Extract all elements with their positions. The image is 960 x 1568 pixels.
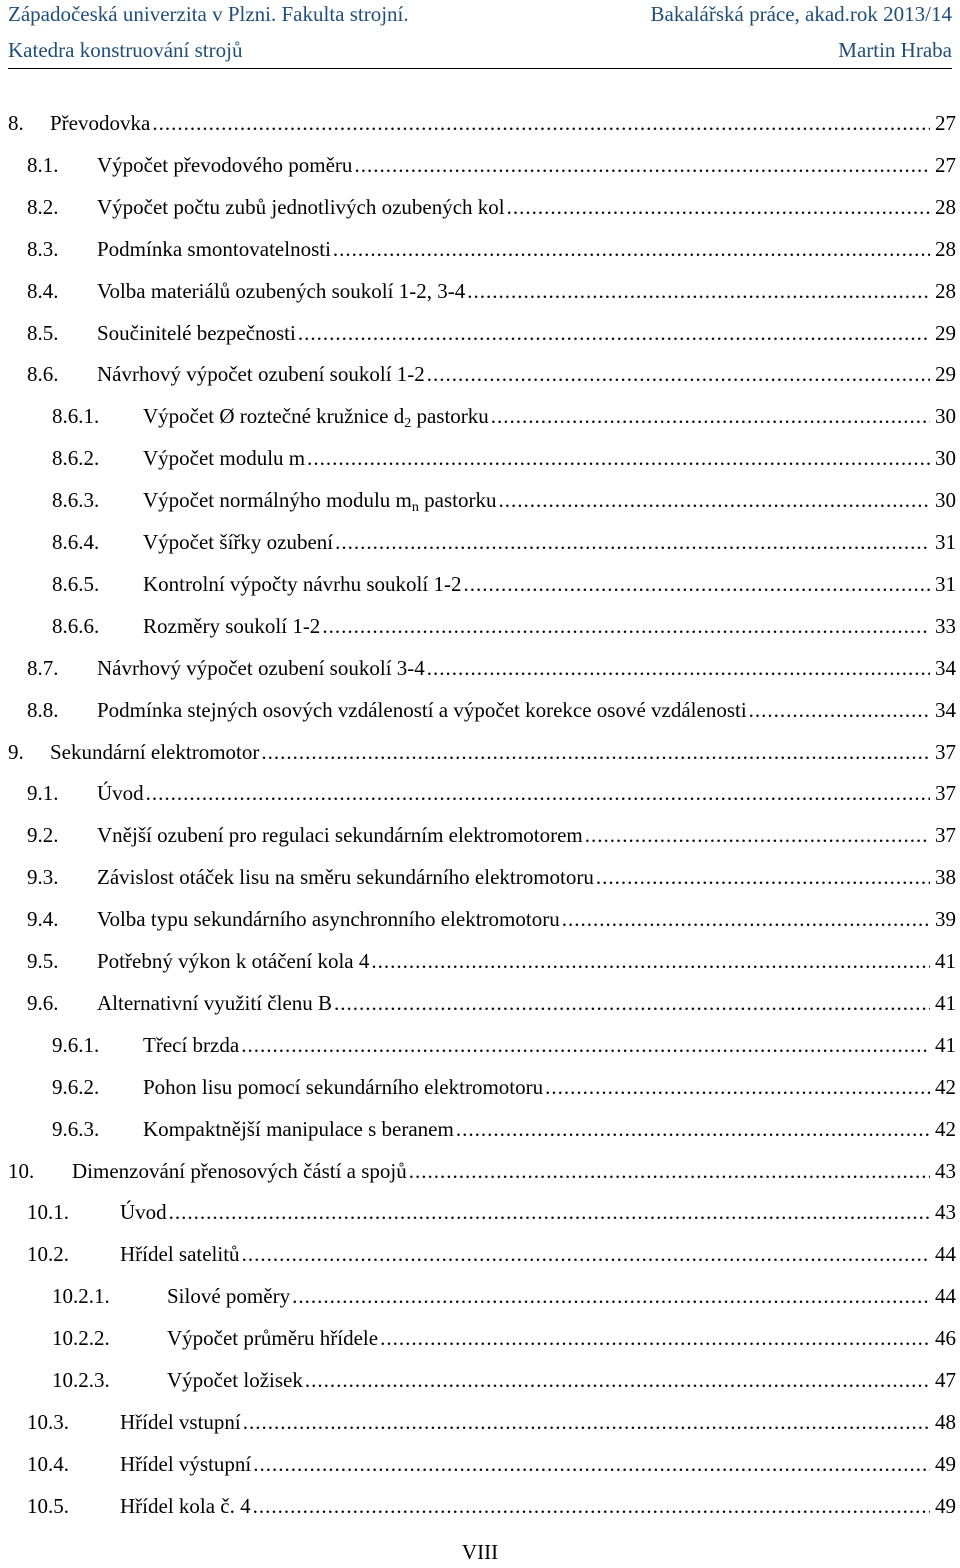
toc-dot-leader (354, 144, 930, 186)
toc-dot-leader (292, 1275, 930, 1317)
header-university: Západočeská univerzita v Plzni. Fakulta strojní. (8, 2, 409, 26)
toc-entry-body (143, 1024, 956, 1066)
toc-entry-number: 9.6. (27, 990, 59, 1015)
toc-entry-page: 34 (935, 655, 956, 680)
toc-entry-title (97, 689, 747, 731)
toc-entry-page: 37 (935, 823, 956, 848)
toc-entry-page: 28 (935, 278, 956, 303)
toc-dot-leader (498, 479, 930, 521)
toc-entry-subscript: n (411, 500, 419, 516)
toc-entry-title (97, 353, 425, 395)
toc-dot-leader (491, 395, 930, 437)
page-number: VIII (461, 1540, 499, 1564)
toc-entry-page: 48 (935, 1409, 956, 1434)
toc-entry[interactable] (0, 1066, 960, 1108)
toc-entry-page: 30 (935, 446, 956, 471)
toc-entry-title (143, 563, 461, 605)
toc-dot-leader (307, 437, 930, 479)
toc-entry-number: 10.2.2. (52, 1326, 110, 1351)
toc-entry-page: 27 (935, 111, 956, 135)
toc-entry-page: 28 (935, 194, 956, 219)
toc-entry-number: 8.3. (27, 236, 59, 261)
toc-entry-body (97, 898, 956, 940)
toc-entry-body (143, 437, 956, 479)
toc-entry-title-text: Potřebný výkon k otáčení kola 4 (97, 949, 370, 973)
toc-entry-title-suffix: pastorku (418, 488, 497, 513)
toc-entry-title-text: Hřídel vstupní (120, 1409, 241, 1434)
toc-entry[interactable] (0, 312, 960, 354)
toc-entry-title (97, 228, 331, 270)
toc-entry-title (143, 1024, 239, 1066)
toc-entry-body (167, 1359, 956, 1401)
toc-entry-title-text: Třecí brzda (143, 1032, 240, 1057)
toc-entry[interactable] (0, 563, 960, 605)
header-rule (8, 68, 952, 69)
toc-entry-title (167, 1275, 290, 1317)
toc-entry-body (72, 1150, 956, 1192)
toc-entry-page: 47 (935, 1368, 956, 1392)
toc-entry-page: 30 (935, 488, 956, 513)
toc-entry-title-text: Hřídel výstupní (120, 1451, 252, 1476)
toc-entry-body (97, 772, 956, 814)
toc-entry-body (97, 689, 956, 731)
toc-dot-leader (467, 270, 930, 312)
toc-entry-title-text: Návrhový výpočet ozubení soukolí 1-2 (97, 362, 425, 387)
toc-entry-number: 9.6.2. (52, 1074, 100, 1099)
toc-entry-number: 8.6.5. (52, 571, 100, 596)
toc-entry-page: 42 (935, 1116, 956, 1141)
toc-entry-number: 8.8. (27, 697, 59, 722)
toc-entry-number: 10.2.1. (52, 1284, 110, 1309)
toc-entry-title-text: Hřídel kola č. 4 (120, 1493, 251, 1518)
toc-entry-title (120, 1401, 241, 1443)
toc-entry-number: 10.3. (27, 1409, 69, 1434)
toc-entry-title (143, 1066, 543, 1108)
toc-entry-body (97, 228, 956, 270)
toc-entry[interactable] (0, 940, 960, 982)
toc-entry-number: 8. (8, 111, 24, 135)
toc-dot-leader (585, 814, 930, 856)
toc-entry[interactable] (0, 228, 960, 270)
toc-entry[interactable] (0, 1443, 960, 1485)
toc-entry-body (97, 353, 956, 395)
toc-entry-body (120, 1443, 956, 1485)
toc-entry-title-text: Alternativní využití členu B (97, 990, 333, 1015)
toc-entry-number: 8.1. (27, 152, 59, 177)
toc-entry-body (97, 144, 956, 186)
toc-entry-title-suffix: pastorku (411, 404, 489, 429)
toc-dot-leader (545, 1066, 930, 1108)
toc-entry-number: 8.6.2. (52, 446, 100, 471)
toc-entry-body (143, 1108, 956, 1150)
toc-entry[interactable] (0, 1191, 960, 1233)
toc-entry[interactable] (0, 1317, 960, 1359)
toc-entry-title (97, 312, 296, 354)
toc-entry[interactable] (0, 270, 960, 312)
toc-entry-body (143, 563, 956, 605)
toc-dot-leader (380, 1317, 930, 1359)
toc-entry-page: 29 (935, 320, 956, 345)
toc-dot-leader (243, 1401, 930, 1443)
toc-entry-number: 10.2.3. (52, 1368, 110, 1392)
toc-entry-title (120, 1485, 251, 1527)
toc-entry-title (97, 814, 583, 856)
toc-entry-number: 8.6.3. (52, 488, 100, 513)
toc-entry-title-text: Výpočet modulu m (143, 446, 306, 471)
toc-entry-title-text: Rozměry soukolí 1-2 (143, 613, 321, 638)
toc-entry[interactable] (0, 647, 960, 689)
toc-entry-page: 49 (935, 1493, 956, 1518)
toc-entry-title-text: Výpočet Ø roztečné kružnice d (143, 404, 405, 429)
toc-entry-body (120, 1233, 956, 1275)
toc-entry-title-text: Pohon lisu pomocí sekundárního elektromotoru (143, 1074, 544, 1099)
toc-entry-title-text: Převodovka (50, 111, 151, 135)
toc-entry[interactable] (0, 437, 960, 479)
toc-dot-leader (253, 1443, 930, 1485)
toc-entry[interactable] (0, 1024, 960, 1066)
toc-entry-title-text: Podmínka stejných osových vzdáleností a výpočet korekce osové vzdálenosti (97, 697, 747, 722)
toc-dot-leader (242, 1233, 930, 1275)
toc-dot-leader (749, 689, 930, 731)
toc-entry-title (97, 856, 594, 898)
toc-entry-number: 10.1. (27, 1200, 69, 1225)
toc-entry-page: 34 (935, 697, 956, 722)
toc-dot-leader (409, 1150, 930, 1192)
toc-entry-number: 9.6.3. (52, 1116, 100, 1141)
toc-entry-number: 10. (8, 1158, 35, 1183)
toc-entry-body (120, 1401, 956, 1443)
toc-entry-body (97, 940, 956, 982)
toc-entry[interactable] (0, 353, 960, 395)
toc-entry-title (167, 1317, 378, 1359)
toc-entry-body (97, 312, 956, 354)
toc-entry[interactable] (0, 102, 960, 144)
toc-entry-page: 38 (935, 865, 956, 890)
toc-dot-leader (322, 605, 930, 647)
toc-entry-page: 42 (935, 1074, 956, 1099)
toc-entry-body (143, 1066, 956, 1108)
toc-entry[interactable] (0, 479, 960, 521)
toc-entry-number: 9.5. (27, 949, 59, 973)
toc-entry-number: 10.5. (27, 1493, 69, 1518)
toc-entry-body (167, 1317, 956, 1359)
toc-entry-number: 8.4. (27, 278, 59, 303)
toc-entry-page: 31 (935, 571, 956, 596)
toc-entry-title-text: Návrhový výpočet ozubení soukolí 3-4 (97, 655, 425, 680)
toc-entry-page: 37 (935, 781, 956, 806)
toc-entry-body (97, 982, 956, 1024)
toc-entry-body (50, 731, 956, 773)
toc-entry[interactable] (0, 1485, 960, 1527)
toc-entry[interactable] (0, 144, 960, 186)
toc-entry-page: 41 (935, 1032, 956, 1057)
toc-entry-title (97, 270, 465, 312)
toc-entry-body (97, 814, 956, 856)
toc-entry-title (167, 1359, 303, 1401)
toc-entry-title-text: Kompaktnější manipulace s beranem (143, 1116, 454, 1141)
toc-entry-page: 39 (935, 907, 956, 932)
toc-entry-number: 8.5. (27, 320, 59, 345)
toc-entry[interactable] (0, 521, 960, 563)
header-thesis: Bakalářská práce, akad.rok 2013/14 (650, 2, 952, 26)
toc-entry[interactable] (0, 395, 960, 437)
toc-entry-title-text: Sekundární elektromotor (50, 739, 260, 764)
toc-entry-title-text: Výpočet převodového poměru (97, 152, 353, 177)
toc-entry-title (97, 940, 369, 982)
toc-dot-leader (146, 772, 930, 814)
toc-entry-page: 46 (935, 1326, 956, 1351)
toc-entry-title (97, 898, 560, 940)
toc-entry-body (97, 856, 956, 898)
header-author: Martin Hraba (838, 38, 952, 62)
toc-entry-title (97, 772, 144, 814)
toc-entry-body (143, 521, 956, 563)
toc-entry-number: 8.6. (27, 362, 59, 387)
toc-dot-leader (298, 312, 930, 354)
toc-entry-number: 9.2. (27, 823, 59, 848)
toc-entry-page: 33 (935, 613, 956, 638)
toc-entry-number: 9.6.1. (52, 1032, 100, 1057)
toc-entry-title (72, 1150, 407, 1192)
toc-entry-title (143, 521, 333, 563)
toc-entry-number: 10.4. (27, 1451, 69, 1476)
toc-entry-title (120, 1191, 167, 1233)
toc-entry-body (120, 1485, 956, 1527)
toc-dot-leader (371, 940, 930, 982)
toc-dot-leader (305, 1359, 930, 1401)
toc-entry-page: 31 (935, 530, 956, 554)
toc-entry-title-text: Výpočet průměru hřídele (167, 1326, 379, 1351)
toc-entry-page: 28 (935, 236, 956, 261)
toc-entry-title-text: Součinitelé bezpečnosti (97, 320, 296, 345)
toc-entry-body (97, 647, 956, 689)
toc-dot-leader (427, 353, 930, 395)
toc-entry-title-text: Výpočet ložisek (167, 1368, 303, 1392)
toc-dot-leader (253, 1485, 930, 1527)
toc-entry[interactable] (0, 1359, 960, 1401)
toc-dot-leader (596, 856, 930, 898)
toc-entry[interactable] (0, 814, 960, 856)
toc-entry-title (50, 102, 150, 144)
toc-dot-leader (456, 1108, 930, 1150)
toc-entry-title-text: Hřídel satelitů (120, 1242, 240, 1267)
toc-dot-leader (507, 186, 930, 228)
toc-dot-leader (333, 228, 930, 270)
toc-entry[interactable] (0, 689, 960, 731)
toc-entry[interactable] (0, 856, 960, 898)
toc-entry-title (120, 1443, 251, 1485)
toc-entry-title-text: Dimenzování přenosových částí a spojů (72, 1158, 407, 1183)
toc-entry-body (97, 186, 956, 228)
toc-dot-leader (169, 1191, 930, 1233)
toc-entry-body (143, 605, 956, 647)
toc-entry-title-text: Kontrolní výpočty návrhu soukolí 1-2 (143, 571, 462, 596)
toc-entry-title (143, 1108, 454, 1150)
toc-entry-title-text: Úvod (120, 1200, 167, 1225)
toc-entry-number: 8.7. (27, 655, 59, 680)
toc-entry[interactable] (0, 1150, 960, 1192)
toc-entry-body (50, 102, 956, 144)
toc-entry-page: 37 (935, 739, 956, 764)
toc-entry-body (167, 1275, 956, 1317)
toc-entry-subscript: 2 (404, 416, 412, 432)
toc-entry-number: 8.6.6. (52, 613, 100, 638)
toc-entry-title-text: Výpočet normálnýho modulu m (143, 488, 412, 513)
toc-entry[interactable] (0, 1233, 960, 1275)
toc-entry[interactable] (0, 1108, 960, 1150)
toc-entry-title (97, 647, 425, 689)
toc-dot-leader (463, 563, 930, 605)
toc-entry-title-text: Volba typu sekundárního asynchronního elektromotoru (97, 907, 560, 932)
toc-entry[interactable] (0, 772, 960, 814)
toc-entry-page: 44 (935, 1242, 956, 1267)
toc-entry-body (97, 270, 956, 312)
toc-dot-leader (241, 1024, 930, 1066)
toc-entry-title (97, 982, 332, 1024)
toc-entry[interactable] (0, 186, 960, 228)
toc-entry-title (97, 144, 352, 186)
toc-entry-title (120, 1233, 240, 1275)
toc-dot-leader (152, 102, 930, 144)
toc-entry-title (143, 605, 320, 647)
toc-dot-leader (335, 521, 930, 563)
toc-entry-title-text: Volba materiálů ozubených soukolí 1-2, 3-4 (97, 278, 466, 303)
toc-entry-title-text: Výpočet šířky ozubení (143, 530, 334, 554)
toc-entry-title (143, 437, 305, 479)
toc-entry[interactable] (0, 982, 960, 1024)
toc-entry[interactable] (0, 1401, 960, 1443)
toc-entry-number: 10.2. (27, 1242, 69, 1267)
header-department: Katedra konstruování strojů (8, 38, 243, 62)
toc-entry-body (120, 1191, 956, 1233)
toc-entry-number: 9.3. (27, 865, 59, 890)
toc-entry-page: 41 (935, 990, 956, 1015)
toc-entry-title-text: Závislost otáček lisu na směru sekundárního elektromotoru (97, 865, 594, 890)
toc-entry-page: 30 (935, 404, 956, 429)
toc-entry-page: 41 (935, 949, 956, 973)
toc-entry-page: 43 (935, 1158, 956, 1183)
toc-entry[interactable] (0, 1275, 960, 1317)
toc-entry-number: 9. (8, 739, 24, 764)
toc-entry-number: 9.1. (27, 781, 59, 806)
toc-dot-leader (562, 898, 930, 940)
toc-entry-title-text: Podmínka smontovatelnosti (97, 236, 331, 261)
toc-entry-number: 8.6.4. (52, 530, 100, 554)
toc-entry-page: 27 (935, 152, 956, 177)
toc-entry-title (97, 186, 505, 228)
toc-entry[interactable] (0, 898, 960, 940)
toc-entry-page: 44 (935, 1284, 956, 1309)
toc-entry-title-text: Vnější ozubení pro regulaci sekundárním elektromotorem (97, 823, 583, 848)
toc-entry-page: 29 (935, 362, 956, 387)
toc-entry-title-text: Výpočet počtu zubů jednotlivých ozubených kol (97, 194, 505, 219)
toc-entry-number: 9.4. (27, 907, 59, 932)
toc-dot-leader (334, 982, 930, 1024)
toc-entry-number: 8.6.1. (52, 404, 100, 429)
toc-entry-title (50, 731, 259, 773)
toc-entry-page: 43 (935, 1200, 956, 1225)
toc-entry-title-text: Silové poměry (167, 1284, 291, 1309)
toc-dot-leader (261, 731, 930, 773)
toc-entry-number: 8.2. (27, 194, 59, 219)
toc-entry[interactable] (0, 605, 960, 647)
toc-dot-leader (427, 647, 930, 689)
toc-entry-page: 49 (935, 1451, 956, 1476)
toc-entry[interactable] (0, 731, 960, 773)
toc-entry-title-text: Úvod (97, 781, 144, 806)
